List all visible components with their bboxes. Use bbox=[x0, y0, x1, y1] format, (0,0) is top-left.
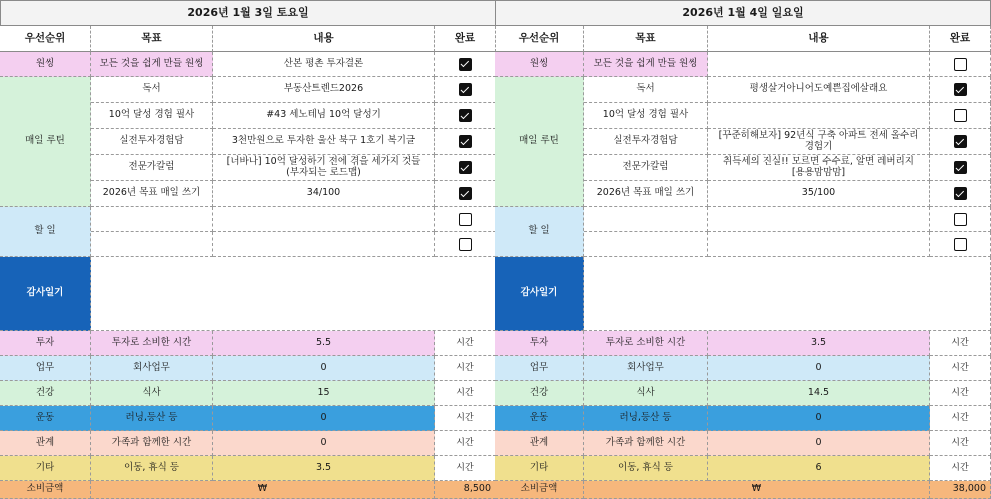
checkbox-checked[interactable] bbox=[954, 161, 967, 174]
routine-done-cell bbox=[435, 103, 496, 129]
onething-label: 원씽 bbox=[0, 52, 91, 77]
day-panel-2 bbox=[495, 0, 991, 495]
routine-done-cell bbox=[930, 155, 991, 181]
todo-label: 할 일 bbox=[495, 207, 584, 257]
todo-done-cell bbox=[930, 207, 991, 232]
timelog-activity: 러닝,등산 등 bbox=[91, 406, 213, 431]
checkbox-unchecked[interactable] bbox=[459, 213, 472, 226]
routine-content[interactable]: 평생살거아니어도예쁜집에살래요 bbox=[708, 77, 930, 103]
timelog-category: 업무 bbox=[0, 356, 91, 381]
col-header-goal: 목표 bbox=[91, 26, 213, 52]
col-header-content: 내용 bbox=[708, 26, 930, 52]
day-date: 2026년 1월 4일 일요일 bbox=[495, 0, 991, 26]
checkbox-unchecked[interactable] bbox=[954, 213, 967, 226]
spend-label: 소비금액 bbox=[0, 481, 91, 499]
timelog-activity: 가족과 함께한 시간 bbox=[91, 431, 213, 456]
checkbox-unchecked[interactable] bbox=[954, 109, 967, 122]
routine-content[interactable]: 3천만원으로 투자한 울산 북구 1호기 복기글 bbox=[213, 129, 435, 155]
timelog-unit: 시간 bbox=[930, 431, 991, 456]
routine-done-cell bbox=[930, 129, 991, 155]
timelog-activity: 식사 bbox=[91, 381, 213, 406]
col-header-content: 내용 bbox=[213, 26, 435, 52]
timelog-unit: 시간 bbox=[930, 406, 991, 431]
routine-goal[interactable]: 2026년 목표 매일 쓰기 bbox=[584, 181, 708, 207]
onething-content[interactable] bbox=[708, 52, 930, 77]
timelog-value[interactable]: 14.5 bbox=[708, 381, 930, 406]
routine-content[interactable]: [꾸준히해보자] 92년식 구축 아파트 전세 올수리 경험기 bbox=[708, 129, 930, 155]
timelog-activity: 이동, 휴식 등 bbox=[584, 456, 708, 481]
col-header-priority: 우선순위 bbox=[0, 26, 91, 52]
timelog-value[interactable]: 0 bbox=[213, 356, 435, 381]
todo-content[interactable] bbox=[708, 207, 930, 232]
routine-goal[interactable]: 전문가칼럼 bbox=[91, 155, 213, 181]
routine-goal[interactable]: 10억 달성 경험 필사 bbox=[91, 103, 213, 129]
timelog-activity: 회사업무 bbox=[584, 356, 708, 381]
timelog-value[interactable]: 0 bbox=[708, 431, 930, 456]
timelog-category: 건강 bbox=[0, 381, 91, 406]
timelog-category: 기타 bbox=[0, 456, 91, 481]
timelog-value[interactable]: 3.5 bbox=[708, 331, 930, 356]
gratitude-entry[interactable] bbox=[91, 257, 496, 331]
timelog-value[interactable]: 0 bbox=[708, 406, 930, 431]
timelog-category: 관계 bbox=[0, 431, 91, 456]
spend-amount[interactable]: 38,000 bbox=[930, 481, 991, 499]
routine-label: 매일 루틴 bbox=[495, 77, 584, 207]
timelog-value[interactable]: 0 bbox=[213, 431, 435, 456]
todo-done-cell bbox=[930, 232, 991, 257]
timelog-category: 기타 bbox=[495, 456, 584, 481]
routine-done-cell bbox=[435, 181, 496, 207]
routine-done-cell bbox=[930, 181, 991, 207]
timelog-value[interactable]: 0 bbox=[708, 356, 930, 381]
checkbox-checked[interactable] bbox=[954, 187, 967, 200]
timelog-category: 투자 bbox=[495, 331, 584, 356]
timelog-activity: 투자로 소비한 시간 bbox=[91, 331, 213, 356]
timelog-activity: 투자로 소비한 시간 bbox=[584, 331, 708, 356]
timelog-category: 투자 bbox=[0, 331, 91, 356]
routine-done-cell bbox=[435, 77, 496, 103]
onething-goal[interactable]: 모든 것을 쉽게 만들 원씽 bbox=[584, 52, 708, 77]
onething-goal[interactable]: 모든 것을 쉽게 만들 원씽 bbox=[91, 52, 213, 77]
timelog-unit: 시간 bbox=[435, 456, 496, 481]
timelog-unit: 시간 bbox=[435, 406, 496, 431]
timelog-unit: 시간 bbox=[435, 356, 496, 381]
day-panel-1 bbox=[0, 0, 496, 495]
routine-goal[interactable]: 실전투자경험담 bbox=[584, 129, 708, 155]
checkbox-checked[interactable] bbox=[954, 135, 967, 148]
todo-label: 할 일 bbox=[0, 207, 91, 257]
timelog-activity: 회사업무 bbox=[91, 356, 213, 381]
timelog-category: 건강 bbox=[495, 381, 584, 406]
routine-content[interactable]: 35/100 bbox=[708, 181, 930, 207]
timelog-value[interactable]: 15 bbox=[213, 381, 435, 406]
timelog-unit: 시간 bbox=[435, 381, 496, 406]
timelog-activity: 가족과 함께한 시간 bbox=[584, 431, 708, 456]
col-header-goal: 목표 bbox=[584, 26, 708, 52]
checkbox-checked[interactable] bbox=[954, 83, 967, 96]
timelog-value[interactable]: 0 bbox=[213, 406, 435, 431]
routine-content[interactable]: [너바나] 10억 달성하기 전에 겪을 세가지 것들(부자되는 로드맵) bbox=[213, 155, 435, 181]
routine-goal[interactable]: 실전투자경험담 bbox=[91, 129, 213, 155]
routine-done-cell bbox=[930, 103, 991, 129]
todo-goal[interactable] bbox=[584, 232, 708, 257]
timelog-value[interactable]: 5.5 bbox=[213, 331, 435, 356]
routine-done-cell bbox=[435, 129, 496, 155]
todo-goal[interactable] bbox=[91, 232, 213, 257]
timelog-unit: 시간 bbox=[930, 356, 991, 381]
day-date: 2026년 1월 3일 토요일 bbox=[0, 0, 496, 26]
checkbox-checked[interactable] bbox=[459, 135, 472, 148]
spend-currency: ₩ bbox=[91, 481, 435, 499]
onething-done-cell bbox=[435, 52, 496, 77]
todo-goal[interactable] bbox=[91, 207, 213, 232]
timelog-unit: 시간 bbox=[435, 331, 496, 356]
spend-label: 소비금액 bbox=[495, 481, 584, 499]
routine-content[interactable] bbox=[708, 103, 930, 129]
routine-content[interactable]: 취득세의 진실!! 모르면 수수료, 알면 레버리지 [용용맘맘맘] bbox=[708, 155, 930, 181]
timelog-value[interactable]: 6 bbox=[708, 456, 930, 481]
onething-label: 원씽 bbox=[495, 52, 584, 77]
todo-content[interactable] bbox=[213, 232, 435, 257]
onething-content[interactable]: 산본 평촌 투자결론 bbox=[213, 52, 435, 77]
todo-done-cell bbox=[435, 232, 496, 257]
checkbox-checked[interactable] bbox=[459, 187, 472, 200]
routine-goal[interactable]: 10억 달성 경험 필사 bbox=[584, 103, 708, 129]
timelog-unit: 시간 bbox=[930, 381, 991, 406]
col-header-priority: 우선순위 bbox=[495, 26, 584, 52]
todo-goal[interactable] bbox=[584, 207, 708, 232]
routine-content[interactable]: 34/100 bbox=[213, 181, 435, 207]
checkbox-checked[interactable] bbox=[459, 161, 472, 174]
onething-done-cell bbox=[930, 52, 991, 77]
routine-goal[interactable]: 독서 bbox=[584, 77, 708, 103]
routine-label: 매일 루틴 bbox=[0, 77, 91, 207]
gratitude-label: 감사일기 bbox=[0, 257, 91, 331]
checkbox-unchecked[interactable] bbox=[954, 238, 967, 251]
timelog-category: 운동 bbox=[0, 406, 91, 431]
timelog-activity: 러닝,등산 등 bbox=[584, 406, 708, 431]
timelog-value[interactable]: 3.5 bbox=[213, 456, 435, 481]
checkbox-checked[interactable] bbox=[459, 58, 472, 71]
routine-goal[interactable]: 전문가칼럼 bbox=[584, 155, 708, 181]
timelog-activity: 이동, 휴식 등 bbox=[91, 456, 213, 481]
checkbox-checked[interactable] bbox=[459, 109, 472, 122]
timelog-unit: 시간 bbox=[930, 331, 991, 356]
todo-content[interactable] bbox=[708, 232, 930, 257]
routine-content[interactable]: 부동산트렌드2026 bbox=[213, 77, 435, 103]
checkbox-checked[interactable] bbox=[459, 83, 472, 96]
todo-content[interactable] bbox=[213, 207, 435, 232]
checkbox-unchecked[interactable] bbox=[954, 58, 967, 71]
timelog-category: 관계 bbox=[495, 431, 584, 456]
col-header-done: 완료 bbox=[435, 26, 496, 52]
checkbox-unchecked[interactable] bbox=[459, 238, 472, 251]
gratitude-entry[interactable] bbox=[584, 257, 991, 331]
timelog-category: 업무 bbox=[495, 356, 584, 381]
timelog-activity: 식사 bbox=[584, 381, 708, 406]
timelog-unit: 시간 bbox=[930, 456, 991, 481]
gratitude-label: 감사일기 bbox=[495, 257, 584, 331]
routine-done-cell bbox=[435, 155, 496, 181]
todo-done-cell bbox=[435, 207, 496, 232]
timelog-unit: 시간 bbox=[435, 431, 496, 456]
timelog-category: 운동 bbox=[495, 406, 584, 431]
routine-goal[interactable]: 2026년 목표 매일 쓰기 bbox=[91, 181, 213, 207]
spend-currency: ₩ bbox=[584, 481, 930, 499]
spend-amount[interactable]: 8,500 bbox=[435, 481, 496, 499]
col-header-done: 완료 bbox=[930, 26, 991, 52]
routine-goal[interactable]: 독서 bbox=[91, 77, 213, 103]
routine-done-cell bbox=[930, 77, 991, 103]
routine-content[interactable]: #43 세노테님 10억 달성기 bbox=[213, 103, 435, 129]
